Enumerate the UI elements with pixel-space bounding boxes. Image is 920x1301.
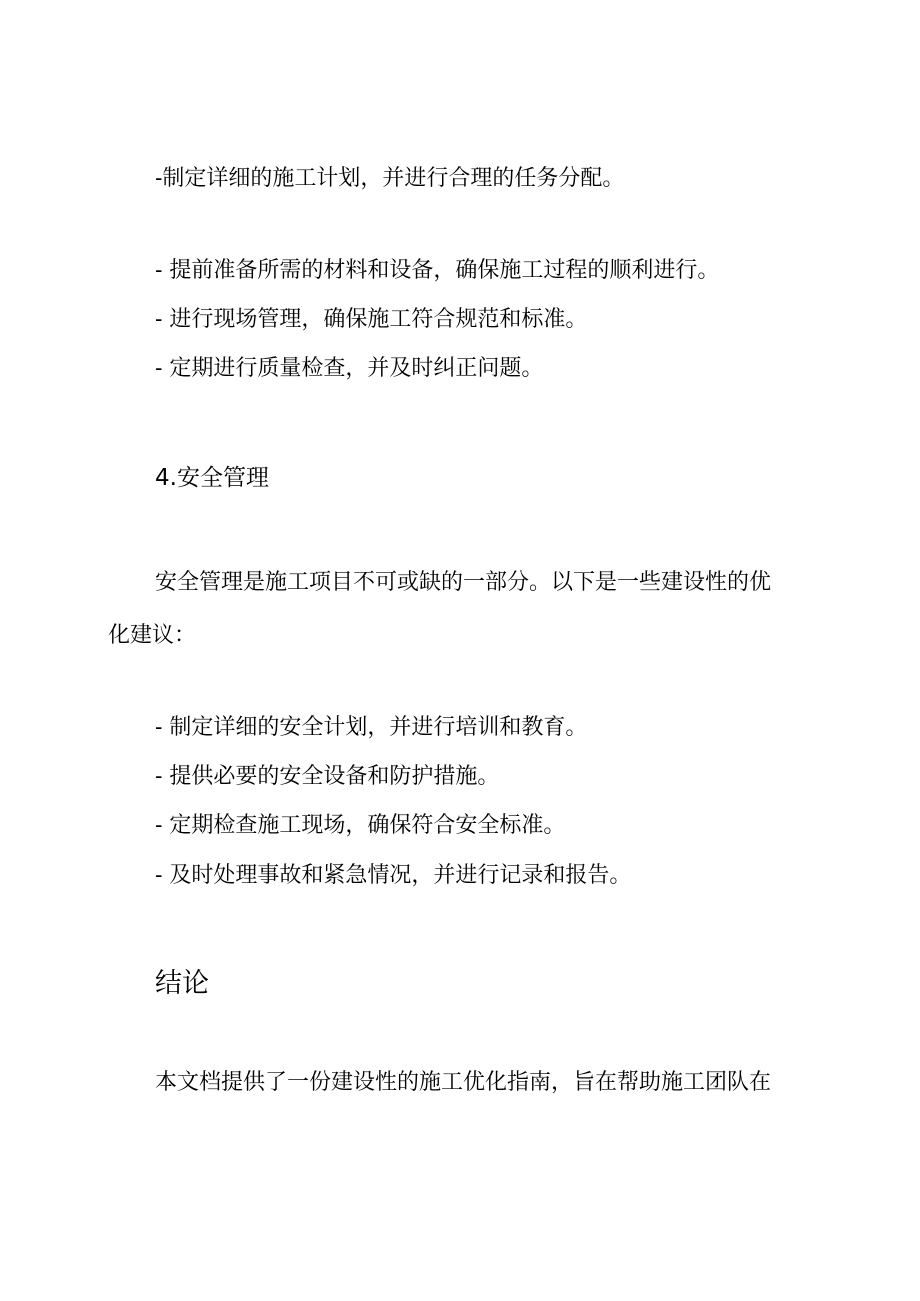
list-item: - 及时处理事故和紧急情况，并进行记录和报告。 [155,863,632,888]
list-item: - 制定详细的安全计划，并进行培训和教育。 [155,715,588,740]
list-item: -制定详细的施工计划，并进行合理的任务分配。 [155,166,625,191]
paragraph-line: 化建议： [108,623,197,648]
list-item: - 定期检查施工现场，确保符合安全标准。 [155,813,566,838]
section-heading: 结论 [155,968,209,999]
section-heading: 4.安全管理 [155,465,269,491]
paragraph-line: 本文档提供了一份建设性的施工优化指南，旨在帮助施工团队在 [155,1070,772,1095]
list-item: - 提供必要的安全设备和防护措施。 [155,764,500,789]
paragraph-line: 安全管理是施工项目不可或缺的一部分。以下是一些建设性的优 [155,570,772,595]
list-item: - 定期进行质量检查，并及时纠正问题。 [155,356,544,381]
list-item: - 提前准备所需的材料和设备，确保施工过程的顺利进行。 [155,258,720,283]
list-item: - 进行现场管理，确保施工符合规范和标准。 [155,307,588,332]
